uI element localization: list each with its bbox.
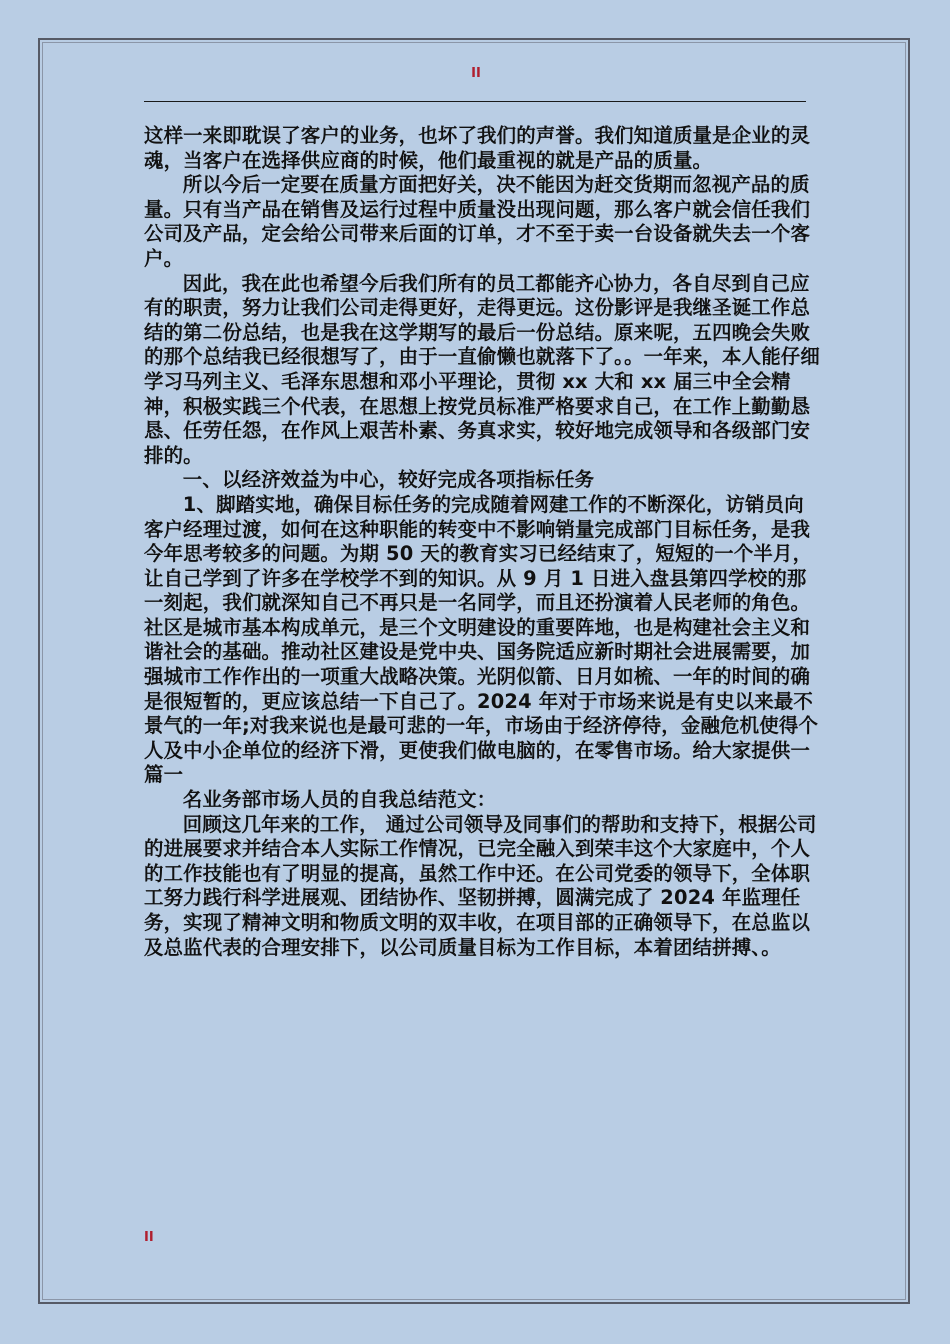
- header-rule: [144, 101, 806, 102]
- paragraph-3: 因此，我在此也希望今后我们所有的员工都能齐心协力，各自尽到自己应有的职责，努力让我们公司走得更好，走得更远。这份影评是我继圣诞工作总结的第二份总结，也是我在这学期写的最后一份总结。原来呢，五四晚会失败的那个总结我已经很想写了，由于一直偷懒也就落下了。。一年来，本人能仔细学习马列主义、毛泽东思想和邓小平理论，贯彻 xx 大和 xx 届三中全会精神，积极实践三个代表，在思想上按党员标准严格要求自己，在工作上勤勤恳恳、任劳任怨，在作风上艰苦朴素、务真求实，较好地完成领导和各级部门安排的。: [144, 271, 820, 467]
- paragraph-1: 这样一来即耽误了客户的业务，也坏了我们的声誉。我们知道质量是企业的灵魂，当客户在选择供应商的时候，他们最重视的就是产品的质量。: [144, 124, 811, 172]
- document-body: [144, 124, 822, 960]
- paragraph-5: 名业务部市场人员的自我总结范文：: [182, 788, 497, 812]
- paragraph-6: 回顾这几年来的工作， 通过公司领导及同事们的帮助和支持下，根据公司的进展要求并结合本人实际工作情况，已完全融入到荣丰这个大家庭中，个人的工作技能也有了明显的提高，虽然工作中还。在公司党委的领导下，全体职工努力践行科学进展观、团结协作、坚韧拼搏，圆满完成了 2024 年监理任务，实现了精神文明和物质文明的双丰收，在项目部的正确领导下，在总监以及总监代表的合理安排下，以公司质量目标为工作目标，本着团结拼搏、。: [144, 812, 817, 959]
- paragraph-4: 1、脚踏实地，确保目标任务的完成随着网建工作的不断深化，访销员向客户经理过渡，如何在这种职能的转变中不影响销量完成部门目标任务，是我今年思考较多的问题。为期 50 天的教育实习已经结束了，短短的一个半月，让自己学到了许多在学校学不到的知识。从 9 月 1 日进入盘县第四学校的那一刻起，我们就深知自己不再只是一名同学，而且还扮演着人民老师的角色。社区是城市基本构成单元，是三个文明建设的重要阵地，也是构建社会主义和谐社会的基础。推动社区建设是党中央、国务院适应新时期社会进展需要，加强城市工作作出的一项重大战略决策。光阴似箭、日月如梳、一年的时间的确是很短暂的，更应该总结一下自己了。2024 年对于市场来说是有史以来最不景气的一年;对我来说也是最可悲的一年，市场由于经济停待，金融危机使得个人及中小企单位的经济下滑，更使我们做电脑的，在零售市场。给大家提供一篇一: [144, 492, 819, 787]
- footer-mark: II: [144, 1230, 154, 1245]
- section-heading: 一、以经济效益为中心，较好完成各项指标任务: [182, 468, 595, 492]
- paragraph-2: 所以今后一定要在质量方面把好关，决不能因为赶交货期而忽视产品的质量。只有当产品在销售及运行过程中质量没出现问题，那么客户就会信任我们公司及产品，定会给公司带来后面的订单，才不至于卖一台设备就失去一个客户。: [144, 173, 811, 270]
- header-mark: II: [471, 66, 481, 81]
